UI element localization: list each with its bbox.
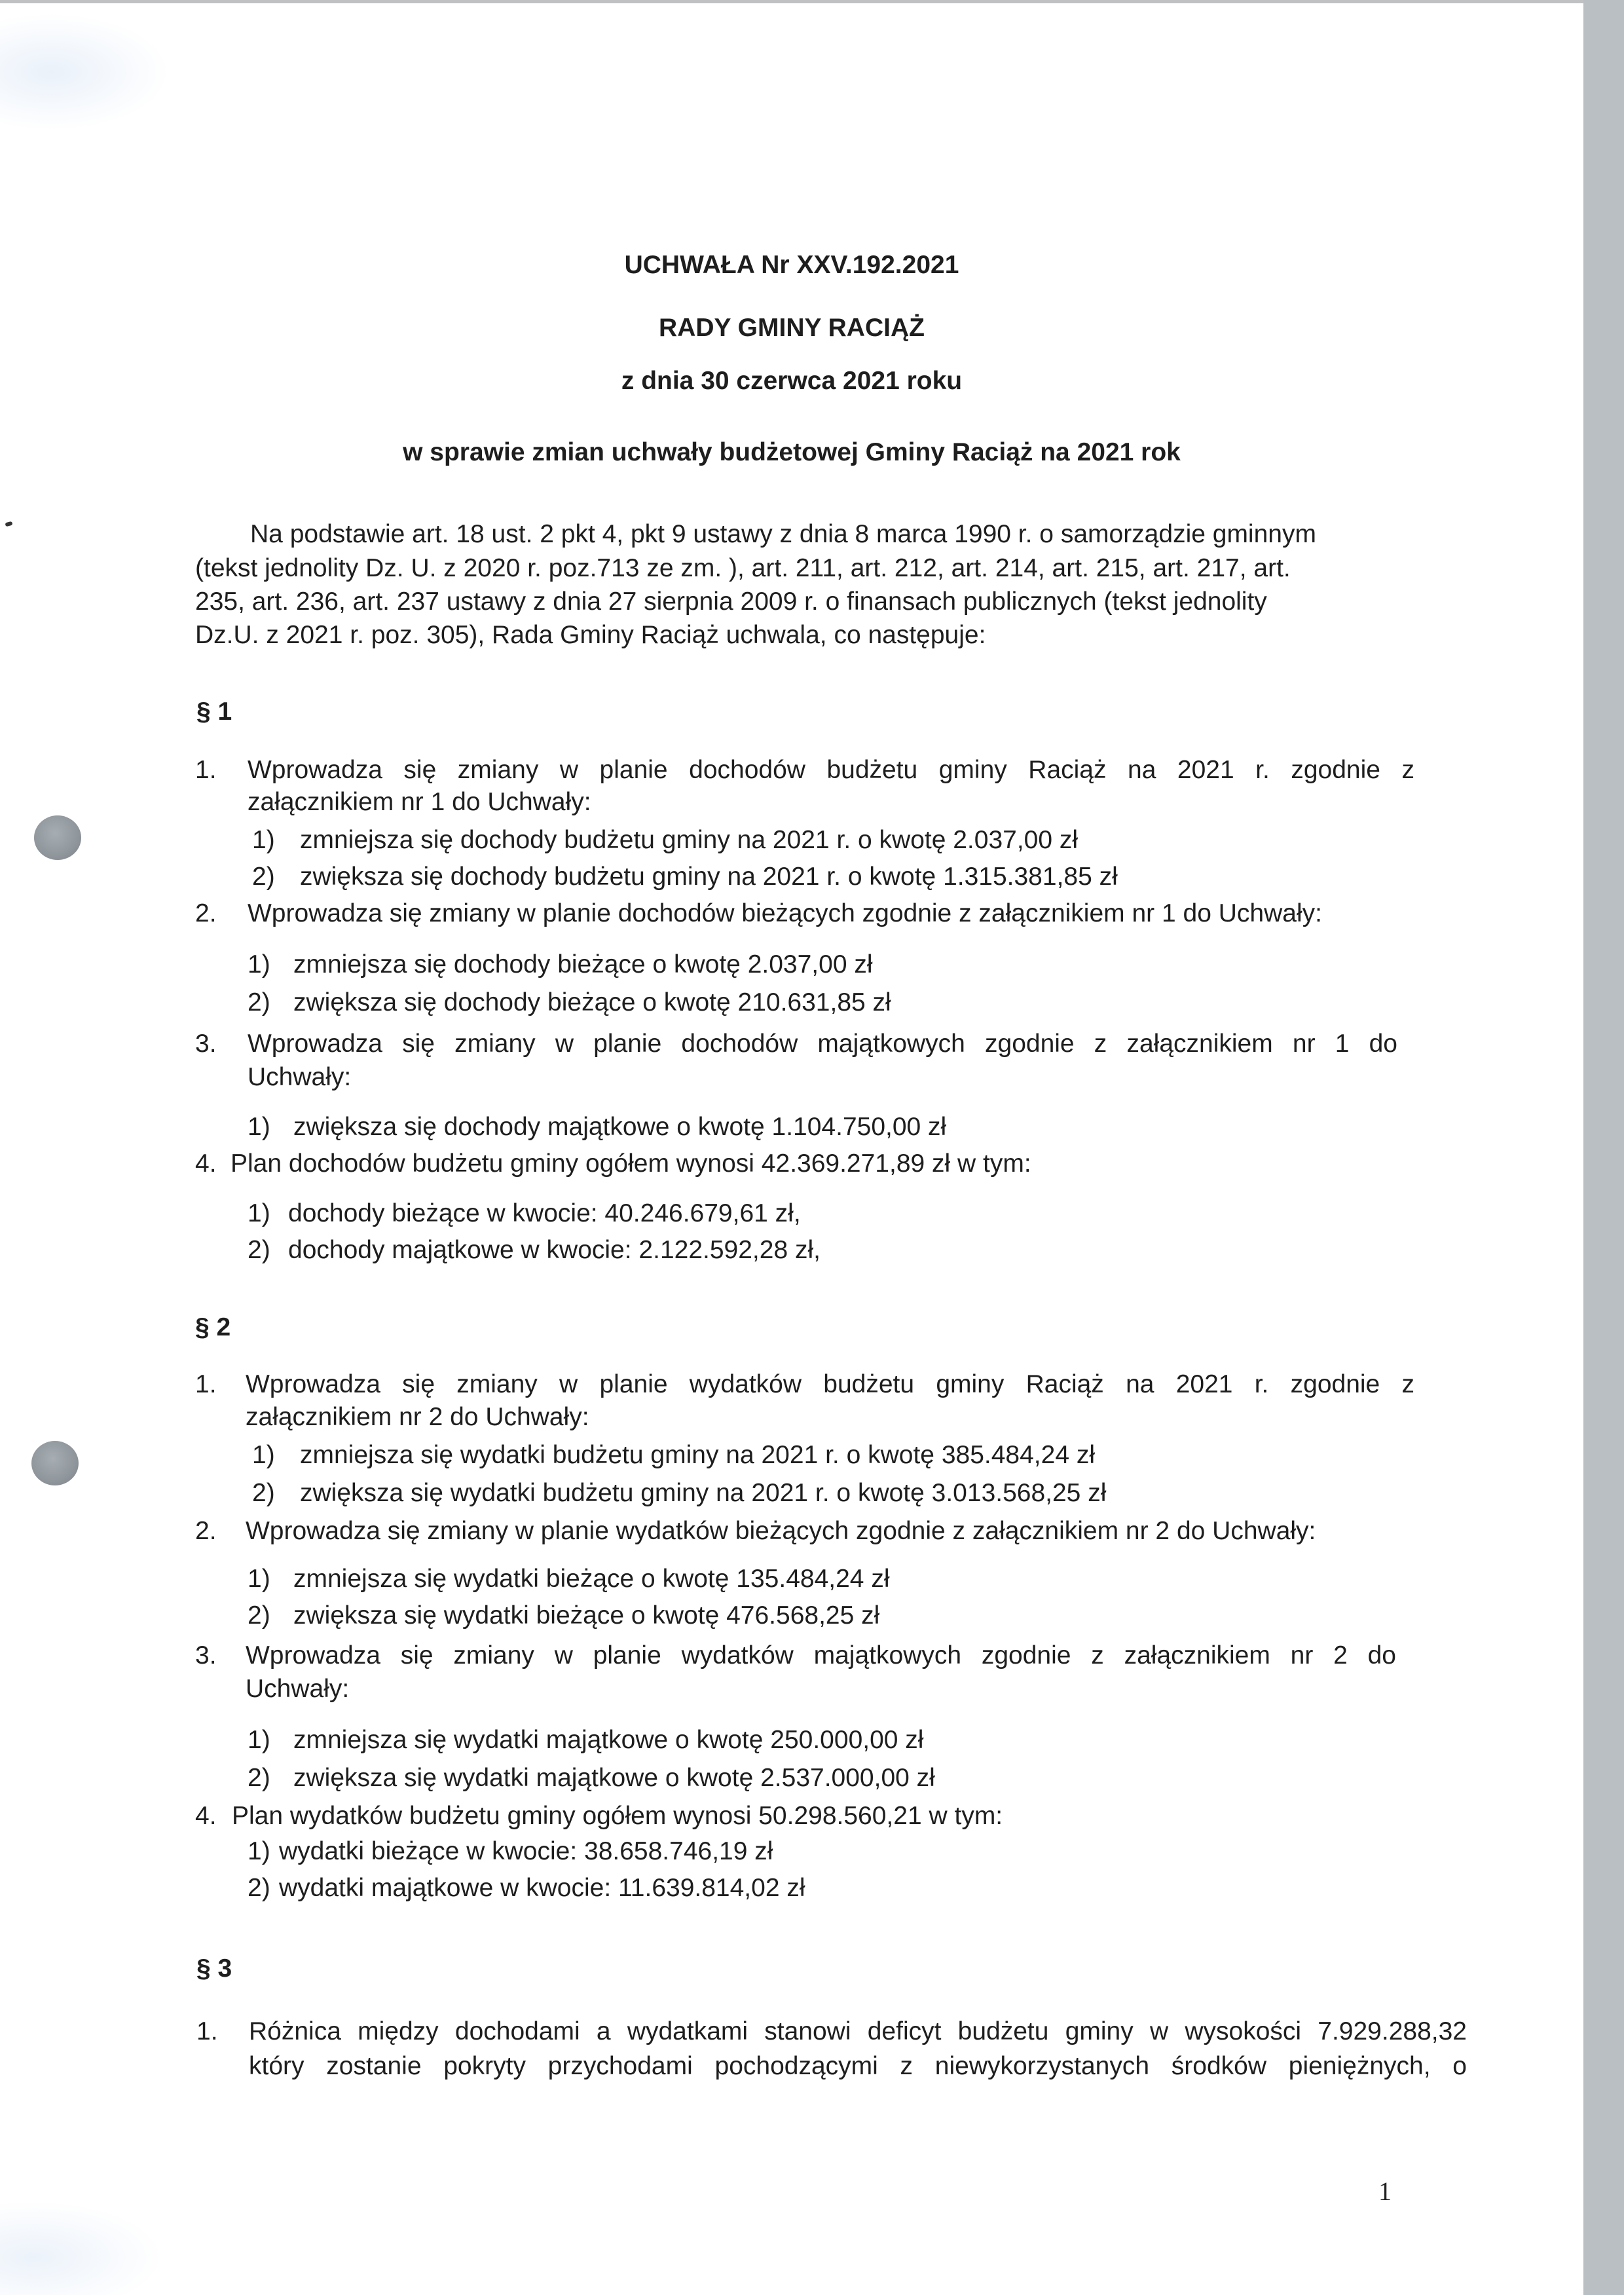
subitem-number: 2)	[248, 988, 270, 1017]
subitem-number: 1)	[252, 1441, 275, 1469]
subitem-number: 1)	[248, 1837, 270, 1865]
item-number: 1.	[196, 2017, 218, 2045]
item-text: Plan wydatków budżetu gminy ogółem wynosi 50.298.560,21 w tym:	[232, 1802, 1003, 1830]
preamble-line: Dz.U. z 2021 r. poz. 305), Rada Gminy Raciąż uchwala, co następuje:	[195, 621, 986, 649]
scan-smudge	[0, 2201, 164, 2295]
item-text: Uchwały:	[248, 1063, 352, 1091]
scan-smudge	[0, 13, 170, 131]
punch-hole	[34, 815, 81, 860]
item-number: 3.	[195, 1030, 217, 1058]
subitem-number: 1)	[248, 950, 270, 979]
item-text: Uchwały:	[246, 1675, 350, 1703]
subitem-number: 2)	[252, 1479, 275, 1507]
item-text: Wprowadza się zmiany w planie wydatków budżetu gminy Raciąż na 2021 r. zgodnie z	[246, 1370, 1414, 1398]
subitem-number: 2)	[248, 1236, 270, 1264]
subitem-number: 1)	[252, 826, 275, 854]
item-text: Wprowadza się zmiany w planie dochodów budżetu gminy Raciąż na 2021 r. zgodnie z	[248, 756, 1414, 784]
resolution-title: UCHWAŁA Nr XXV.192.2021	[624, 251, 959, 279]
subitem-text: wydatki bieżące w kwocie: 38.658.746,19 zł	[279, 1837, 773, 1865]
item-text: Wprowadza się zmiany w planie dochodów bieżących zgodnie z załącznikiem nr 1 do Uchwały:	[248, 899, 1322, 927]
item-number: 1.	[195, 756, 217, 784]
subitem-text: zwiększa się wydatki bieżące o kwotę 476.568,25 zł	[293, 1601, 880, 1630]
subitem-text: zwiększa się dochody majątkowe o kwotę 1.104.750,00 zł	[293, 1113, 947, 1141]
section-heading: § 3	[196, 1954, 232, 1983]
subitem-number: 2)	[248, 1764, 270, 1792]
subitem-text: zmniejsza się dochody bieżące o kwotę 2.037,00 zł	[293, 950, 873, 979]
item-number: 1.	[195, 1370, 217, 1398]
item-number: 4.	[195, 1802, 217, 1830]
punch-hole	[31, 1441, 79, 1485]
scan-edge-top	[0, 0, 1583, 3]
subitem-text: zwiększa się wydatki budżetu gminy na 2021 r. o kwotę 3.013.568,25 zł	[300, 1479, 1107, 1507]
preamble-line: 235, art. 236, art. 237 ustawy z dnia 27 sierpnia 2009 r. o finansach publicznych (tekst jednolity	[195, 588, 1267, 616]
subitem-number: 2)	[252, 863, 275, 891]
subitem-text: dochody majątkowe w kwocie: 2.122.592,28 zł,	[288, 1236, 821, 1264]
item-number: 2.	[195, 1517, 217, 1545]
subitem-number: 2)	[248, 1874, 270, 1902]
subitem-number: 1)	[248, 1565, 270, 1593]
item-text: Wprowadza się zmiany w planie wydatków bieżących zgodnie z załącznikiem nr 2 do Uchwały:	[246, 1517, 1316, 1545]
subitem-text: zmniejsza się wydatki majątkowe o kwotę 250.000,00 zł	[293, 1726, 924, 1754]
item-text: załącznikiem nr 2 do Uchwały:	[246, 1403, 589, 1431]
subitem-number: 1)	[248, 1726, 270, 1754]
item-text: Wprowadza się zmiany w planie dochodów majątkowych zgodnie z załącznikiem nr 1 do	[248, 1030, 1397, 1058]
resolution-issuer: RADY GMINY RACIĄŻ	[659, 314, 925, 342]
page-number: 1	[1378, 2176, 1392, 2206]
item-text: załącznikiem nr 1 do Uchwały:	[248, 788, 591, 816]
item-number: 4.	[195, 1149, 217, 1178]
item-text: Wprowadza się zmiany w planie wydatków majątkowych zgodnie z załącznikiem nr 2 do	[246, 1641, 1396, 1670]
subitem-text: zwiększa się dochody budżetu gminy na 2021 r. o kwotę 1.315.381,85 zł	[300, 863, 1118, 891]
subitem-text: wydatki majątkowe w kwocie: 11.639.814,02 zł	[279, 1874, 805, 1902]
subitem-text: zmniejsza się wydatki budżetu gminy na 2021 r. o kwotę 385.484,24 zł	[300, 1441, 1096, 1469]
resolution-subject: w sprawie zmian uchwały budżetowej Gminy Raciąż na 2021 rok	[403, 438, 1181, 466]
item-number: 3.	[195, 1641, 217, 1670]
preamble-line: (tekst jednolity Dz. U. z 2020 r. poz.713 ze zm. ), art. 211, art. 212, art. 214, art. 215, art. 217, art.	[195, 554, 1291, 582]
item-number: 2.	[195, 899, 217, 927]
item-text: który zostanie pokryty przychodami pochodzącymi z niewykorzystanych środków pieniężnych, o	[249, 2052, 1467, 2080]
resolution-date: z dnia 30 czerwca 2021 roku	[621, 367, 963, 395]
scan-edge-right	[1583, 0, 1624, 2295]
scan-mark	[5, 521, 12, 527]
subitem-text: dochody bieżące w kwocie: 40.246.679,61 zł,	[288, 1199, 801, 1227]
section-heading: § 2	[195, 1313, 231, 1341]
subitem-text: zwiększa się wydatki majątkowe o kwotę 2.537.000,00 zł	[293, 1764, 935, 1792]
item-text: Różnica między dochodami a wydatkami stanowi deficyt budżetu gminy w wysokości 7.929.288,32	[249, 2017, 1467, 2045]
item-text: Plan dochodów budżetu gminy ogółem wynosi 42.369.271,89 zł w tym:	[231, 1149, 1031, 1178]
section-heading: § 1	[196, 698, 232, 726]
subitem-number: 1)	[248, 1199, 270, 1227]
subitem-text: zwiększa się dochody bieżące o kwotę 210.631,85 zł	[293, 988, 891, 1017]
subitem-number: 1)	[248, 1113, 270, 1141]
subitem-text: zmniejsza się dochody budżetu gminy na 2021 r. o kwotę 2.037,00 zł	[300, 826, 1079, 854]
subitem-number: 2)	[248, 1601, 270, 1630]
preamble-line: Na podstawie art. 18 ust. 2 pkt 4, pkt 9 ustawy z dnia 8 marca 1990 r. o samorządzie gminnym	[250, 520, 1316, 548]
subitem-text: zmniejsza się wydatki bieżące o kwotę 135.484,24 zł	[293, 1565, 890, 1593]
